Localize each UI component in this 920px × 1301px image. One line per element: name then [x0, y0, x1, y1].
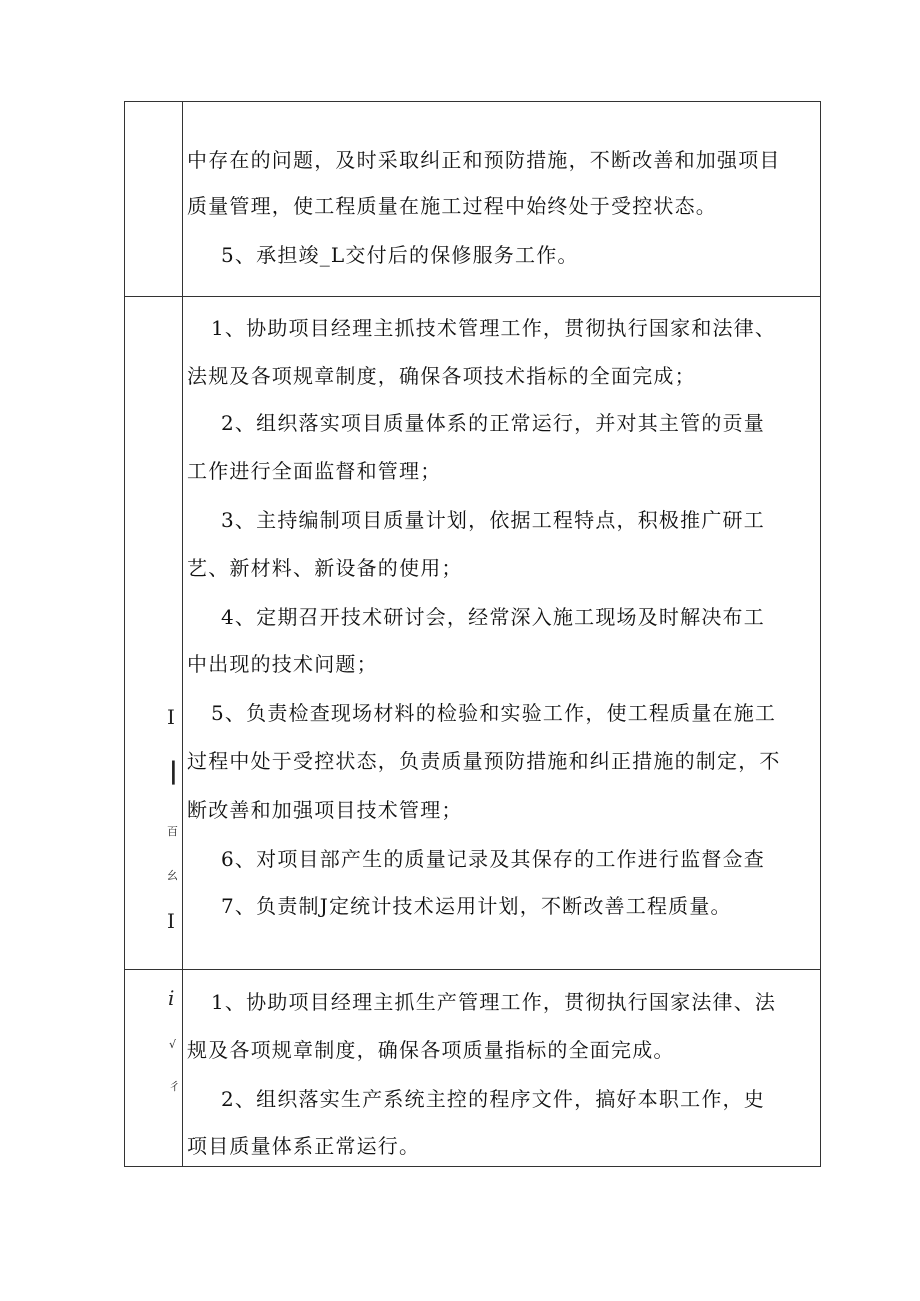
row-label-cell — [125, 970, 183, 1166]
label-glyph: | — [169, 757, 178, 785]
paragraph-line: 4、定期召开技术研讨会，经常深入施工现场及时解决布工 — [221, 605, 765, 629]
paragraph-line: 5、承担竣_L交付后的保修服务工作。 — [221, 243, 579, 267]
paragraph-line: 5、负责检查现场材料的检验和实验工作，使工程质量在施工 — [211, 701, 777, 725]
row-content-cell — [183, 297, 820, 969]
paragraph-line: 项目质量体系正常运行。 — [187, 1134, 421, 1158]
row-label-cell — [125, 102, 183, 296]
label-glyph: i — [168, 986, 175, 1010]
document-table — [124, 101, 821, 1167]
label-glyph: I — [167, 909, 175, 933]
label-glyph: 彳 — [169, 1080, 180, 1093]
paragraph-line: 规及各项规章制度，确保各项质量指标的全面完成。 — [187, 1038, 675, 1062]
paragraph-line: 7、负责制J定统计技术运用计划，不断改善工程质量。 — [221, 894, 732, 918]
table-row — [124, 101, 821, 297]
row-content-cell — [183, 102, 820, 296]
paragraph-line: 2、组织落实项目质量体系的正常运行，并对其主管的贡量 — [221, 411, 765, 435]
table-row — [124, 970, 821, 1167]
paragraph-line: 1、协助项目经理主抓生产管理工作，贯彻执行国家法律、法 — [211, 990, 777, 1014]
paragraph-line: 1、协助项目经理主抓技术管理工作，贯彻执行国家和法律、 — [211, 316, 777, 340]
paragraph-line: 2、组织落实生产系统主控的程序文件，搞好本职工作，史 — [221, 1087, 765, 1111]
paragraph-line: 中存在的问题，及时采取纠正和预防措施，不断改善和加强项目 — [187, 148, 781, 172]
paragraph-line: 3、主持编制项目质量计划，依据工程特点，积极推广研工 — [221, 508, 765, 532]
paragraph-line: 工作进行全面监督和管理； — [187, 459, 442, 483]
label-glyph: 幺 — [167, 869, 178, 882]
row-label-cell — [125, 297, 183, 969]
row-content-cell — [183, 970, 820, 1166]
label-glyph: √ — [169, 1038, 177, 1051]
paragraph-line: 质量管理，使工程质量在施工过程中始终处于受控状态。 — [187, 194, 717, 218]
paragraph-line: 艺、新材料、新设备的使用； — [187, 556, 463, 580]
paragraph-line: 过程中处于受控状态，负责质量预防措施和纠正措施的制定，不 — [187, 749, 781, 773]
paragraph-line: 6、对项目部产生的质量记录及其保存的工作进行监督佥查 — [221, 847, 765, 871]
paragraph-line: 法规及各项规章制度，确保各项技术指标的全面完成； — [187, 364, 696, 388]
table-row — [124, 297, 821, 970]
label-glyph: 百 — [167, 825, 178, 838]
paragraph-line: 断改善和加强项目技术管理； — [187, 798, 463, 822]
label-glyph: I — [167, 705, 175, 729]
paragraph-line: 中出现的技术问题； — [187, 652, 378, 676]
